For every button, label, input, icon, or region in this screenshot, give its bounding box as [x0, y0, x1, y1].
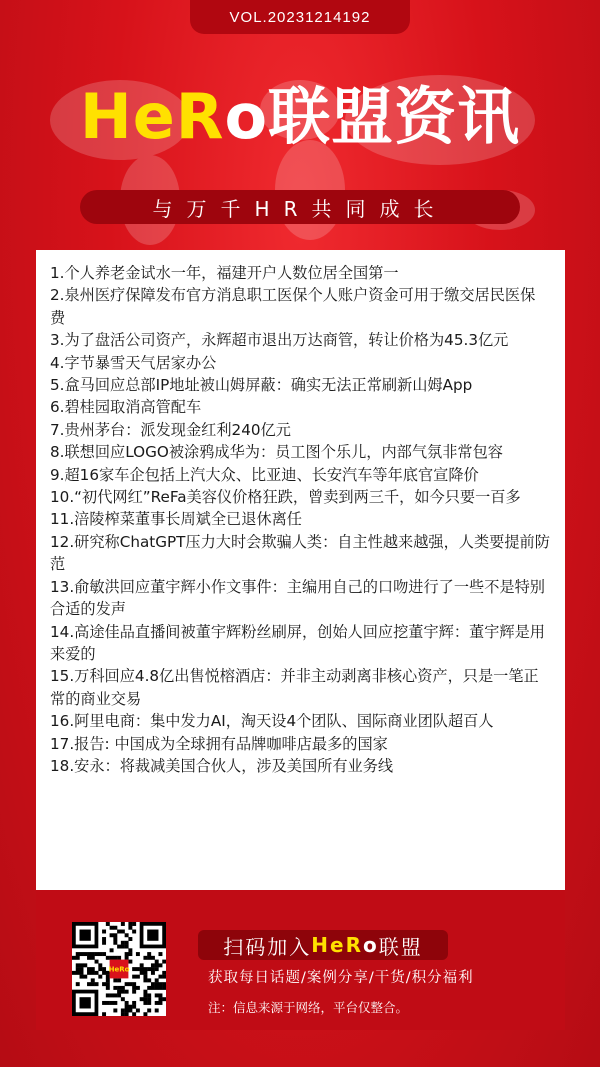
qr-module [140, 963, 144, 967]
qr-module [110, 993, 114, 997]
qr-module [158, 975, 162, 979]
news-item: 17.报告: 中国成为全球拥有品牌咖啡店最多的国家 [50, 734, 388, 753]
qr-module [117, 993, 121, 997]
qr-module [128, 982, 132, 986]
qr-module [76, 963, 80, 967]
qr-module [87, 982, 91, 986]
news-item: 15.万科回应4.8亿出售悦榕酒店：并非主动剥离非核心资产，只是一笔正常的商业交易 [50, 667, 539, 708]
qr-module [113, 926, 117, 930]
qr-module [83, 975, 87, 979]
qr-module [113, 986, 117, 990]
qr-module [140, 997, 144, 1001]
qr-module [80, 952, 84, 956]
qr-module [158, 993, 162, 997]
qr-module [121, 990, 125, 994]
qr-code[interactable] [72, 922, 166, 1016]
qr-module [121, 945, 125, 949]
qr-module [102, 982, 106, 986]
qr-module [128, 922, 132, 926]
qr-module [95, 960, 99, 964]
qr-module [132, 975, 136, 979]
qr-module [113, 978, 117, 982]
qr-module [87, 956, 91, 960]
qr-module [110, 948, 114, 952]
qr-module [125, 990, 129, 994]
qr-module [162, 975, 166, 979]
qr-module [151, 963, 155, 967]
news-item: 3.为了盘活公司资产，永辉超市退出万达商管，转让价格为45.3亿元 [50, 331, 509, 350]
qr-module [143, 993, 147, 997]
qr-module [102, 930, 106, 934]
qr-module [98, 963, 102, 967]
qr-logo-text: HeRo [108, 965, 130, 974]
qr-module [125, 1001, 129, 1005]
qr-module [102, 1001, 106, 1005]
qr-module [80, 975, 84, 979]
qr-module [106, 1001, 110, 1005]
source-note: 注：信息来源于网络，平台仅整合。 [208, 1000, 409, 1015]
qr-module [76, 971, 80, 975]
qr-module [162, 997, 166, 1001]
qr-module [140, 967, 144, 971]
qr-module [158, 963, 162, 967]
qr-module [83, 952, 87, 956]
qr-module [143, 971, 147, 975]
qr-module [117, 986, 121, 990]
qr-module [72, 971, 76, 975]
slogan: 与万千HR共同成长 [152, 196, 448, 221]
qr-module [121, 1012, 125, 1016]
qr-module [147, 1008, 151, 1012]
qr-module [136, 986, 140, 990]
qr-module [113, 956, 117, 960]
qr-module [155, 1008, 159, 1012]
qr-module [147, 956, 151, 960]
qr-module [162, 986, 166, 990]
qr-module [155, 986, 159, 990]
qr-module [158, 952, 162, 956]
qr-module [143, 990, 147, 994]
news-list [50, 262, 550, 777]
qr-module [132, 1005, 136, 1009]
qr-finder [147, 930, 158, 941]
qr-module [155, 960, 159, 964]
news-item: 16.阿里电商：集中发力AI，淘天设4个团队、国际商业团队超百人 [50, 712, 494, 731]
qr-module [80, 971, 84, 975]
qr-module [147, 993, 151, 997]
qr-module [117, 945, 121, 949]
qr-module [113, 993, 117, 997]
qr-module [121, 941, 125, 945]
qr-module [132, 982, 136, 986]
news-item: 1.个人养老金试水一年，福建开户人数位居全国第一 [50, 264, 399, 282]
qr-module [136, 1008, 140, 1012]
qr-module [132, 1012, 136, 1016]
qr-module [106, 956, 110, 960]
qr-module [136, 967, 140, 971]
qr-module [98, 975, 102, 979]
qr-module [125, 945, 129, 949]
qr-module [117, 978, 121, 982]
qr-module [121, 930, 125, 934]
qr-module [87, 967, 91, 971]
qr-module [102, 937, 106, 941]
qr-module [147, 997, 151, 1001]
qr-module [102, 971, 106, 975]
qr-module [76, 982, 80, 986]
qr-module [91, 956, 95, 960]
qr-module [121, 997, 125, 1001]
qr-module [143, 975, 147, 979]
qr-module [151, 986, 155, 990]
news-item: 9.超16家车企包括上汽大众、比亚迪、长安汽车等年底官宣降价 [50, 465, 479, 484]
qr-module [143, 978, 147, 982]
qr-module [136, 975, 140, 979]
qr-module [155, 1001, 159, 1005]
qr-module [91, 967, 95, 971]
qr-module [113, 1008, 117, 1012]
volume-number: VOL.20231214192 [190, 0, 410, 34]
qr-module [95, 982, 99, 986]
qr-module [143, 1001, 147, 1005]
qr-module [117, 930, 121, 934]
qr-module [125, 1005, 129, 1009]
qr-module [76, 956, 80, 960]
qr-module [128, 948, 132, 952]
qr-module [106, 922, 110, 926]
qr-module [102, 952, 106, 956]
qr-module [128, 952, 132, 956]
qr-module [125, 1012, 129, 1016]
qr-module [147, 1001, 151, 1005]
qr-module [125, 941, 129, 945]
qr-module [106, 978, 110, 982]
join-cta: 扫码加入 HeR o 联盟 [223, 933, 423, 959]
qr-module [128, 926, 132, 930]
qr-module [162, 960, 166, 964]
qr-module [132, 922, 136, 926]
qr-module [132, 990, 136, 994]
news-item: 18.安永：将裁减美国合伙人，涉及美国所有业务线 [50, 756, 394, 775]
news-item: 7.贵州茅台：派发现金红利240亿元 [50, 420, 291, 439]
qr-finder [80, 930, 91, 941]
qr-module [102, 941, 106, 945]
news-item: 2.泉州医疗保障发布官方消息职工医保个人账户资金可用于缴交居民医保费 [50, 286, 536, 327]
qr-module [121, 986, 125, 990]
qr-module [113, 1001, 117, 1005]
qr-module [128, 1008, 132, 1012]
news-item: 13.俞敏洪回应董宇辉小作文事件：主编用自己的口吻进行了一些不是特别合适的发声 [50, 577, 545, 619]
qr-module [140, 971, 144, 975]
qr-module [91, 952, 95, 956]
qr-module [158, 982, 162, 986]
qr-module [76, 952, 80, 956]
qr-module [151, 971, 155, 975]
qr-module [110, 1001, 114, 1005]
qr-module [106, 986, 110, 990]
qr-module [128, 937, 132, 941]
qr-module [87, 952, 91, 956]
qr-module [117, 956, 121, 960]
news-item: 5.盒马回应总部IP地址被山姆屏蔽：确实无法正常刷新山姆App [50, 376, 473, 395]
qr-module [110, 933, 114, 937]
news-item: 6.碧桂园取消高管配车 [50, 398, 202, 417]
qr-module [102, 1012, 106, 1016]
qr-module [155, 982, 159, 986]
qr-module [102, 967, 106, 971]
news-item: 4.字节暴雪天气居家办公 [50, 353, 217, 372]
qr-module [155, 978, 159, 982]
qr-module [113, 933, 117, 937]
qr-module [132, 986, 136, 990]
qr-module [91, 978, 95, 982]
qr-module [83, 963, 87, 967]
qr-module [158, 986, 162, 990]
qr-module [162, 971, 166, 975]
news-item: 11.涪陵榨菜董事长周斌全已退休离任 [50, 510, 302, 529]
qr-module [117, 990, 121, 994]
news-item: 12.研究称ChatGPT压力大时会欺骗人类：自主性越来越强，人类要提前防范 [50, 532, 550, 574]
qr-module [80, 967, 84, 971]
qr-module [128, 960, 132, 964]
page-title: HeRo联盟资讯 [79, 80, 521, 153]
qr-module [155, 993, 159, 997]
news-item: 10.“初代网红”ReFa美容仪价格狂跌，曾卖到两三千，如今只要一百多 [50, 488, 521, 507]
qr-module [91, 982, 95, 986]
qr-module [143, 967, 147, 971]
qr-module [132, 1001, 136, 1005]
qr-module [132, 930, 136, 934]
qr-module [151, 956, 155, 960]
news-item: 14.高途佳品直播间被董宇辉粉丝刷屏，创始人回应挖董宇辉：董宇辉是用来爱的 [50, 622, 545, 663]
qr-module [147, 967, 151, 971]
qr-module [162, 982, 166, 986]
qr-module [151, 982, 155, 986]
qr-module [98, 952, 102, 956]
qr-module [128, 1005, 132, 1009]
qr-module [158, 1001, 162, 1005]
qr-module [125, 956, 129, 960]
qr-module [143, 1012, 147, 1016]
qr-module [106, 993, 110, 997]
qr-module [143, 956, 147, 960]
qr-module [87, 971, 91, 975]
qr-module [125, 1008, 129, 1012]
qr-module [110, 956, 114, 960]
qr-module [155, 967, 159, 971]
qr-module [147, 952, 151, 956]
qr-module [72, 956, 76, 960]
qr-module [121, 922, 125, 926]
qr-module [147, 986, 151, 990]
qr-module [113, 941, 117, 945]
qr-module [113, 937, 117, 941]
qr-module [95, 971, 99, 975]
qr-module [158, 997, 162, 1001]
qr-module [80, 963, 84, 967]
qr-module [155, 963, 159, 967]
qr-module [106, 975, 110, 979]
qr-module [143, 997, 147, 1001]
benefits-text: 获取每日话题/案例分享/干货/积分福利 [208, 970, 474, 986]
qr-module [98, 967, 102, 971]
qr-module [125, 933, 129, 937]
qr-module [147, 978, 151, 982]
qr-module [91, 971, 95, 975]
qr-finder [80, 997, 91, 1008]
qr-module [76, 967, 80, 971]
qr-module [125, 982, 129, 986]
news-item: 8.联想回应LOGO被涂鸦成华为：员工图个乐儿，内部气氛非常包容 [50, 443, 503, 462]
qr-module [132, 967, 136, 971]
qr-module [95, 952, 99, 956]
qr-module [106, 982, 110, 986]
qr-module [151, 967, 155, 971]
qr-module [121, 1008, 125, 1012]
qr-module [125, 952, 129, 956]
qr-module [110, 926, 114, 930]
qr-module [136, 952, 140, 956]
